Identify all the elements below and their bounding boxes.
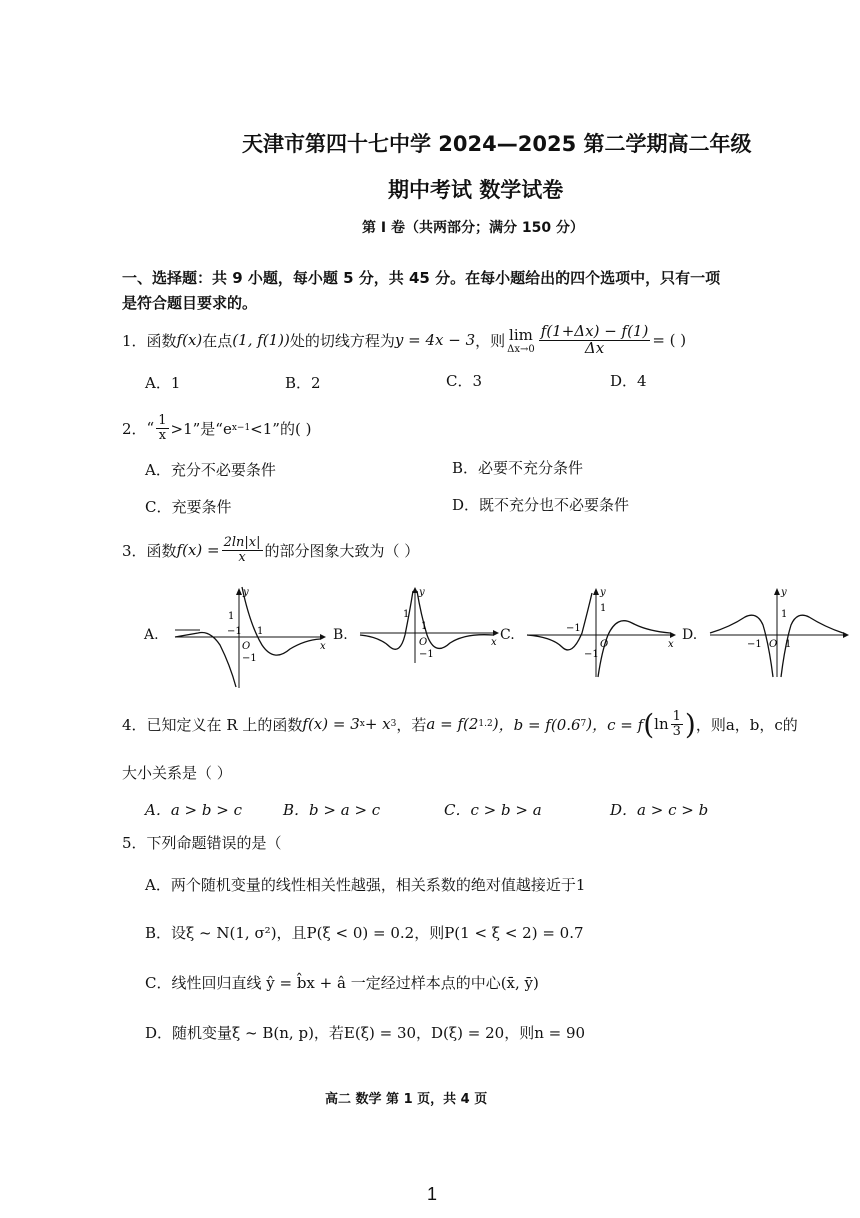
y-axis-arrow [236, 588, 242, 595]
q1-point: (1, f(1)) [232, 331, 290, 349]
q1-answer-bracket: = ( ) [652, 331, 687, 349]
q1-limit [507, 326, 535, 355]
label-origin: O [242, 641, 251, 652]
q4-c-definition: ，c = f [592, 715, 644, 734]
fraction-numerator: f(1+Δx) − f(1) [540, 321, 649, 340]
section-heading-line1: 一、选择题：共 9 小题，每小题 5 分，共 45 分。在每小题给出的四个选项中，只有一项 [122, 269, 721, 287]
label-y: y [419, 587, 425, 598]
graph-c [522, 585, 682, 680]
q2-option-a: A．充分不必要条件 [145, 461, 276, 479]
q2-option-b: B．必要不充分条件 [452, 459, 584, 477]
fraction-numerator: 2ln|x| [223, 534, 261, 550]
q4-ln: ln [654, 715, 669, 733]
volume-info: 第 I 卷（共两部分；满分 150 分） [362, 220, 584, 236]
q5-option-b: B．设ξ ~ N(1, σ²)，且P(ξ < 0) = 0.2，则P(1 < ξ < 2) = 0.7 [145, 924, 584, 942]
graph-label-d: D. [682, 627, 698, 643]
fraction-denominator: x [158, 427, 167, 443]
label-origin: O [419, 637, 428, 648]
label-neg-one: −1 [584, 649, 599, 660]
q4-exponent: 7 [580, 719, 587, 729]
curve-left [175, 633, 236, 688]
label-origin: O [600, 639, 609, 650]
question-2 [122, 408, 311, 448]
label-y: y [781, 587, 787, 598]
section-heading-line2: 是符合题目要求的。 [122, 294, 258, 312]
label-x: x [491, 637, 497, 648]
label-one: 1 [228, 611, 235, 622]
q3-text: 函数 [146, 541, 177, 560]
label-neg-one: −1 [566, 623, 581, 634]
q2-text: >1”是“e [170, 419, 232, 438]
limit-symbol: lim [509, 325, 533, 344]
q4-function: f(x) = 3 [302, 715, 360, 733]
label-neg-one: −1 [227, 626, 242, 637]
q5-option-c: C．线性回归直线 ŷ = b̂x + â 一定经过样本点的中心(x̄, ȳ) [145, 974, 539, 992]
y-axis-arrow [593, 588, 599, 595]
q4-exponent: 3 [390, 719, 397, 729]
graph-d [705, 585, 855, 680]
curve-left [710, 615, 773, 677]
q4-b-definition: ) [586, 715, 593, 733]
question-number: 3． [122, 541, 147, 560]
curve-left [527, 593, 592, 650]
q1-text: ，则 [475, 331, 506, 350]
label-one: 1 [785, 639, 792, 650]
q4-option-a: A．a > b > c [145, 801, 242, 819]
question-number: 4． [122, 715, 147, 734]
limit-subscript: Δx→0 [507, 343, 535, 355]
label-neg-one: −1 [242, 653, 257, 664]
q1-option-a: A．1 [145, 374, 181, 392]
label-neg-one: −1 [419, 649, 434, 660]
curve-right [598, 621, 670, 677]
q1-text: 处的切线方程为 [289, 331, 395, 350]
q4-option-b: B．b > a > c [283, 801, 381, 819]
q1-function: f(x) [176, 331, 203, 349]
q5-option-a: A．两个随机变量的线性相关性越强，相关系数的绝对值越接近于1 [145, 876, 586, 894]
q1-fraction [539, 321, 651, 357]
q4-text: ，则a，b，c的 [695, 715, 798, 734]
q1-option-c: C．3 [446, 372, 483, 390]
graph-b [355, 585, 505, 665]
q4-b-definition: ，b = f(0.6 [498, 715, 581, 734]
q1-tangent-equation: y = 4x − 3 [394, 331, 476, 349]
graph-label-c: C. [500, 627, 515, 643]
q4-a-definition: ) [492, 715, 499, 733]
label-y: y [243, 587, 249, 598]
label-x: x [668, 639, 674, 650]
question-5 [122, 832, 282, 853]
q4-function: + x [364, 715, 391, 733]
q1-option-b: B．2 [285, 374, 321, 392]
q3-text: 的部分图象大致为（ ） [264, 541, 420, 560]
label-one: 1 [600, 603, 607, 614]
exam-subtitle: 期中考试 数学试卷 [388, 178, 564, 202]
paren-close: ) [684, 707, 696, 741]
label-one: 1 [781, 609, 788, 620]
label-y: y [600, 587, 606, 598]
x-axis-arrow [493, 630, 499, 636]
y-axis-arrow [774, 588, 780, 595]
q4-exponent: 1.2 [478, 719, 493, 729]
q3-function: f(x) = [176, 541, 220, 559]
q1-option-d: D．4 [610, 372, 647, 390]
q4-line2: 大小关系是（ ） [122, 764, 232, 782]
question-number: 5． [122, 834, 147, 852]
exam-title: 天津市第四十七中学 2024—2025 第二学期高二年级 [242, 132, 752, 156]
label-origin: O [769, 639, 778, 650]
q5-text: 下列命题错误的是（ [146, 834, 282, 852]
q4-option-c: C．c > b > a [444, 801, 542, 819]
paren-open: ( [643, 707, 655, 741]
label-neg-one: −1 [747, 639, 762, 650]
page-number: 1 [427, 1184, 438, 1204]
label-one: 1 [257, 626, 264, 637]
q2-text: <1”的( ) [250, 419, 312, 438]
question-3 [122, 530, 419, 570]
curve-left [360, 591, 413, 649]
q4-text: 已知定义在 R 上的函数 [146, 715, 303, 734]
q1-text: 函数 [146, 331, 177, 350]
fraction-numerator: 1 [672, 708, 681, 724]
label-one: 1 [421, 621, 428, 632]
q4-fraction [671, 710, 683, 738]
q4-option-d: D．a > c > b [610, 801, 709, 819]
graph-a [170, 585, 330, 690]
question-1 [122, 318, 686, 362]
x-axis-arrow [843, 632, 849, 638]
q2-option-d: D．既不充分也不必要条件 [452, 496, 630, 514]
question-number: 2． [122, 419, 147, 438]
x-axis-arrow [320, 634, 326, 640]
curve-right [417, 591, 493, 648]
q3-fraction [222, 536, 263, 564]
page-footer: 高二 数学 第 1 页，共 4 页 [325, 1092, 488, 1107]
fraction-denominator: x [238, 549, 246, 565]
q2-fraction [156, 414, 168, 442]
q1-text: 在点 [202, 331, 233, 350]
q4-text: ，若 [396, 715, 427, 734]
fraction-denominator: 3 [672, 723, 681, 739]
fraction-denominator: Δx [584, 338, 605, 357]
graph-label-a: A. [144, 627, 159, 643]
q4-a-definition: a = f(2 [426, 715, 479, 733]
label-one: 1 [403, 609, 410, 620]
label-x: x [320, 641, 326, 652]
q2-text: “ [146, 419, 155, 437]
question-4 [122, 702, 798, 746]
q4-exponent: x [359, 719, 365, 729]
q2-option-c: C．充要条件 [145, 498, 232, 516]
q2-exponent: x−1 [231, 423, 251, 433]
question-number: 1． [122, 331, 147, 350]
x-axis-arrow [670, 632, 676, 638]
curve-right [242, 587, 320, 655]
graph-label-b: B. [333, 627, 348, 643]
q5-option-d: D．随机变量ξ ~ B(n, p)，若E(ξ) = 30，D(ξ) = 20，则n = 90 [145, 1024, 586, 1042]
fraction-numerator: 1 [158, 412, 167, 428]
